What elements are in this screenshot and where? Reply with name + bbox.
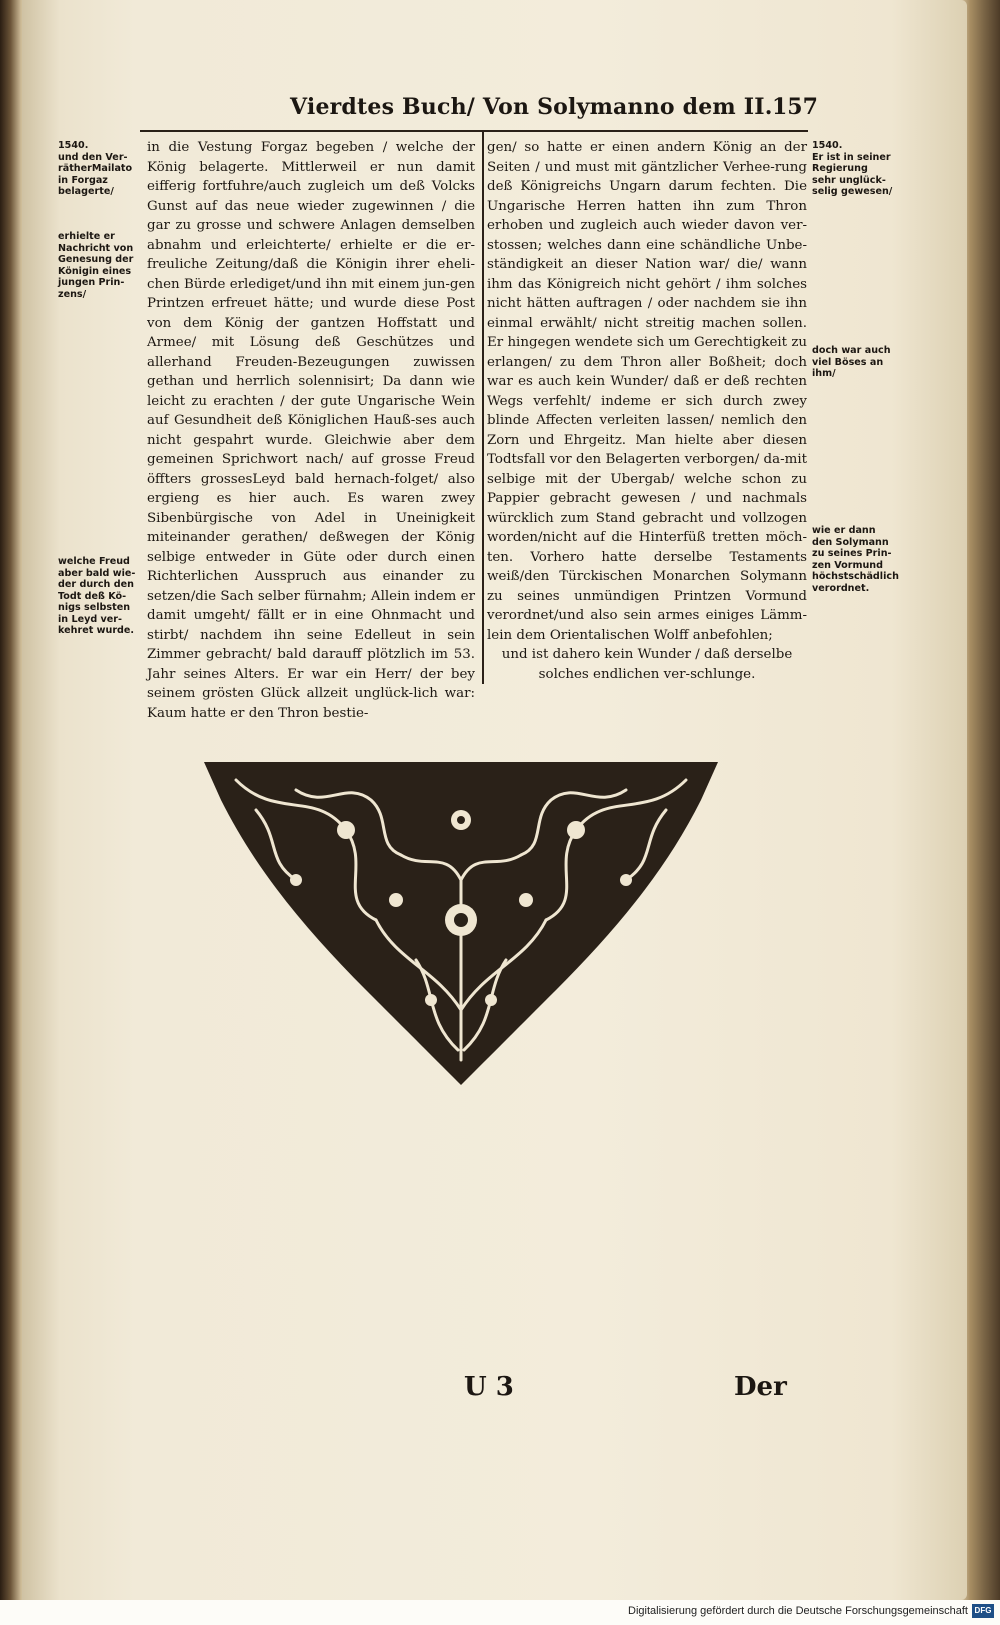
right-margin-note-2: doch war auch viel Böses an ihm/ bbox=[812, 345, 891, 379]
right-margin-note-1: 1540. Er ist in seiner Regierung sehr unglück- selig gewesen/ bbox=[812, 140, 893, 197]
left-margin-note-2: erhielte er Nachricht von Genesung der Königin eines jungen Prin- zens/ bbox=[58, 231, 134, 300]
page-number: 157 bbox=[772, 94, 818, 120]
running-head: Vierdtes Buch/ Von Solymanno dem II. bbox=[290, 94, 773, 120]
signature-mark: U 3 bbox=[464, 1372, 514, 1402]
left-margin-note-3: welche Freud aber bald wie- der durch den Todt deß Kö- nigs selbsten in Leyd ver- kehret wurde. bbox=[58, 556, 136, 636]
dfg-logo: DFG bbox=[972, 1604, 994, 1618]
footer-credit: Digitalisierung gefördert durch die Deutsche Forschungsgemeinschaft bbox=[628, 1605, 968, 1617]
page-header bbox=[290, 94, 830, 128]
digitization-footer bbox=[0, 1600, 1000, 1625]
catchword: Der bbox=[734, 1372, 787, 1402]
column-right-tail: und ist dahero kein Wunder / daß derselbe solches endlichen ver-schlunge. bbox=[501, 647, 793, 682]
left-margin-note-1: 1540. und den Ver- rätherMailato in Forgaz belagerte/ bbox=[58, 140, 133, 197]
column-right-text: gen/ so hatte er einen andern König an der Seiten / und must mit gäntzlicher Verhee-rung deß Königreichs Ungarn darum fechten. Die Ungarische Herren hatten ihn zum Thron erhoben und zugleich auch wieder davon ver-stossen; welches dann eine schändliche Unbe-ständigkeit an dieser Nation war/ die/ wann ihm das Königreich nicht gehört / ihm solches nicht hätten auftragen / oder nachdem sie ihn einmal erwählt/ nicht streitig machen sollen. Er hingegen wendete sich um Gerechtigkeit zu erlangen/ zu dem Thron aller Boßheit; doch war es auch kein Wunder/ daß er deß rechten Wegs verfehlt/ indeme er sich durch zwey blinde Affecten verleiten lassen/ nemlich den Zorn und Ehrgeitz. Man hielte aber diesen Todtsfall vor den Belagerten verborgen/ da-mit selbige mit der Ubergab/ welche schon zu Pappier gebracht gewesen / und nachmals würcklich zum Stand gebracht und vollzogen worden/nicht auf die Hinterfüß tretten möch-ten. Vorhero hatte derselbe Testaments weiß/den Türckischen Monarchen Solymann zu seines unmündigen Printzen Vormund verordnet/und also sein armes einiges Lämm-lein dem Orientalischen Wolff anbefohlen; bbox=[487, 140, 807, 643]
text-column-left bbox=[147, 138, 475, 723]
floral-tailpiece-ornament bbox=[196, 760, 726, 1090]
column-left-text: in die Vestung Forgaz begeben / welche der König belagerte. Mittlerweil er nun damit eifferig fortfuhre/auch zugleich um deß Volcks Gunst auf das neue wieder zugewinnen / die gar zu grosse und schwere Anlagen demselben abnahm und erleichterte/ erhielte er die er-freuliche Zeitung/daß die Königin ihrer eheli-chen Bürde erlediget/und ihn mit einem jun-gen Printzen erfreuet hätte; und wurde diese Post von dem König der gantzen Hoffstatt und Armee/ mit Lösung deß Geschützes und allerhand Freuden-Bezeugungen zuwissen gethan und herrlich solennisirt; Da dann wie leicht zu erachten / der gute Ungarische Wein auf Gesundheit deß Königlichen Hauß-ses auch nicht gespahrt wurde. Gleichwie aber dem gemeinen Sprichwort nach/ auf grosse Freud öffters grossesLeyd bald hernach-folget/ also ergieng es hier auch. Es waren zwey Sibenbürgische von Adel in Uneinigkeit miteinander gerathen/ deßwegen der König selbige entweder in Güte oder durch einen Richterlichen Ausspruch aus einander zu setzen/die Sach selber fürnahm; Allein indem er damit umgeht/ fällt er in eine Ohnmacht und stirbt/ nachdem ihn seine Edelleut in sein Zimmer gebracht/ bald darauff plötzlich im 53. Jahr seines Alters. Er war ein Herr/ der bey seinem grösten Glück allzeit unglück-lich war: Kaum hatte er den Thron bestie- bbox=[147, 140, 475, 721]
header-rule bbox=[140, 130, 808, 132]
column-divider bbox=[482, 132, 484, 684]
text-column-right bbox=[487, 138, 807, 684]
right-margin-note-3: wie er dann den Solymann zu seines Prin- zen Vormund höchstschädlich verordnet. bbox=[812, 525, 899, 594]
